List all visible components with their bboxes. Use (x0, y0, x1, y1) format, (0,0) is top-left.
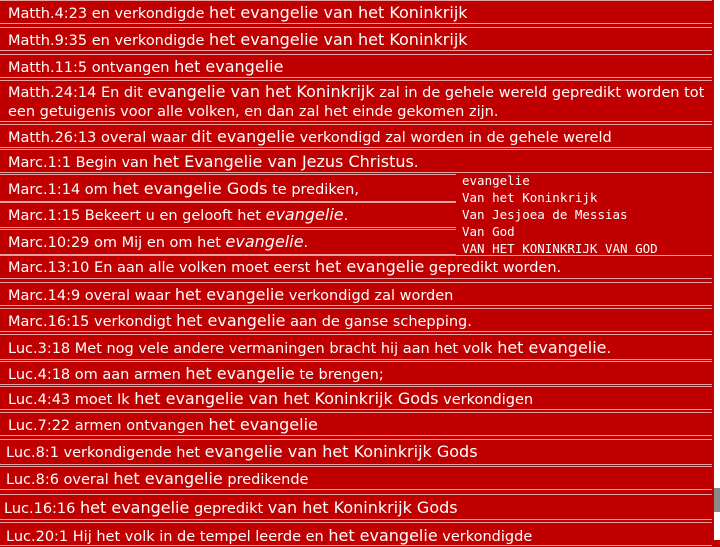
verse-row (0, 466, 712, 490)
right-edge-strip (714, 0, 720, 540)
verse-text: om (80, 182, 113, 198)
verse-ref: Marc.13:10 (8, 260, 90, 276)
verse-row (0, 308, 712, 332)
verse-row (0, 412, 712, 436)
verse-text: . (606, 341, 612, 357)
verse-ref: Luc.8:1 (6, 445, 59, 461)
verse-text: zal in de gehele wereld gepredikt worden tot een getuigenis voor alle volken, en dan zal het einde gekomen zijn. (8, 85, 705, 120)
verse-row (0, 174, 456, 202)
verse-text: . (413, 155, 419, 171)
verse-row (0, 80, 712, 122)
verse-ref: Marc.14:9 (8, 288, 81, 304)
scroll-tab[interactable] (714, 488, 720, 512)
verse-text: om aan armen (70, 367, 186, 383)
verse-highlight: het evangelie (185, 364, 295, 383)
verse-text: verkondigt (89, 314, 177, 330)
verse-text: te prediken, (267, 182, 359, 198)
verse-ref: Marc.1:15 (8, 208, 81, 224)
callout-line: Van het Koninkrijk (462, 190, 598, 205)
verse-row (0, 494, 712, 520)
verse-text: overal (58, 472, 114, 488)
verse-highlight: het evangelie (176, 311, 286, 330)
verse-ref: Matth.4:23 (8, 6, 88, 22)
verse-text: overal waar (80, 288, 175, 304)
verse-highlight: het evangelie (208, 415, 318, 434)
verse-highlight: het evangelie (314, 257, 425, 276)
verse-highlight: het evangelie van het Koninkrijk (209, 30, 468, 49)
callout-line: VAN HET KONINKRIJK VAN GOD (462, 241, 658, 256)
verse-text: moet Ik (70, 392, 135, 408)
verse-text: gepredikt worden. (424, 260, 562, 276)
verse-text: . (303, 235, 309, 251)
verse-ref: Luc.16:16 (4, 501, 76, 517)
verse-row (0, 124, 712, 148)
verse-highlight: evangelie (225, 232, 304, 251)
verse-highlight: evangelie van het Koninkrijk Gods (204, 442, 478, 461)
verse-text: ontvangen (87, 60, 175, 76)
verse-ref: Luc.4:43 (8, 392, 71, 408)
verse-highlight: het evangelie van het Koninkrijk (209, 3, 468, 22)
verse-ref: Marc.1:1 (8, 155, 71, 171)
verse-highlight: dit evangelie (191, 127, 295, 146)
verse-highlight: het evangelie (113, 469, 223, 488)
callout-line: Van God (462, 224, 515, 239)
verse-ref: Marc.16:15 (8, 314, 90, 330)
verse-row (0, 149, 712, 173)
verse-ref: Marc.1:14 (8, 182, 81, 198)
verse-ref: Matth.26:13 (8, 130, 97, 146)
verse-row (0, 361, 712, 385)
verse-text: armen ontvangen (70, 418, 209, 434)
evangelie-callout (462, 172, 658, 257)
verse-highlight: evangelie (265, 205, 344, 224)
verse-ref: Luc.8:6 (6, 472, 59, 488)
verse-row (0, 522, 712, 546)
verse-row (0, 0, 712, 24)
verse-row (0, 27, 712, 51)
verse-text: verkondigende het (58, 445, 205, 461)
verse-text: om Mij en om het (89, 235, 226, 251)
callout-line: evangelie (462, 173, 530, 188)
verse-ref: Matth.11:5 (8, 60, 88, 76)
verse-highlight: het evangelie (174, 57, 284, 76)
verse-text: Bekeert u en gelooft het (80, 208, 266, 224)
verse-text: verkondigd zal worden (284, 288, 454, 304)
verse-row (0, 202, 456, 228)
verse-text: overal waar (96, 130, 192, 146)
verse-row (0, 255, 712, 279)
verse-text: Begin van (70, 155, 153, 171)
verse-text: Met nog vele andere vermaningen bracht hij aan het volk (70, 341, 498, 357)
verse-ref: Marc.10:29 (8, 235, 90, 251)
verse-ref: Matth.9:35 (8, 33, 88, 49)
verse-highlight: het evangelie (497, 338, 607, 357)
verse-text: gepredikt (189, 501, 268, 517)
verse-text: Hij het volk in de tempel leerde en (68, 529, 329, 545)
verse-highlight: evangelie van het Koninkrijk (147, 82, 375, 101)
verse-row (0, 386, 712, 410)
verse-ref: Luc.4:18 (8, 367, 71, 383)
verse-text: verkondigd zal worden in de gehele wereld (294, 130, 612, 146)
verse-text: . (343, 208, 349, 224)
verse-text: En dit (96, 85, 148, 101)
verse-highlight: het evangelie (174, 285, 285, 304)
verse-row (0, 229, 456, 255)
verse-highlight: het evangelie (328, 526, 438, 545)
verse-text: en verkondigde (87, 6, 210, 22)
verse-highlight: van het Koninkrijk Gods (267, 498, 458, 517)
verse-highlight: het Evangelie van Jezus Christus (152, 152, 414, 171)
verse-text: verkondigde (437, 529, 533, 545)
verse-text: aan de ganse schepping. (285, 314, 472, 330)
verse-text: En aan alle volken moet eerst (89, 260, 315, 276)
verse-row (0, 54, 712, 78)
verse-row (0, 282, 712, 306)
verse-ref: Matth.24:14 (8, 85, 97, 101)
verse-text: verkondigen (438, 392, 534, 408)
verse-row (0, 334, 712, 360)
verse-ref: Luc.20:1 (6, 529, 69, 545)
verse-highlight: het evangelie Gods (112, 179, 268, 198)
verse-text: en verkondigde (87, 33, 210, 49)
verse-highlight: het evangelie (80, 498, 190, 517)
verse-highlight: het evangelie van het Koninkrijk Gods (134, 389, 439, 408)
verse-row (0, 439, 712, 465)
verse-text: te brengen; (294, 367, 384, 383)
verse-text: predikende (222, 472, 309, 488)
callout-line: Van Jesjoea de Messias (462, 207, 628, 222)
verse-ref: Luc.7:22 (8, 418, 71, 434)
verse-ref: Luc.3:18 (8, 341, 71, 357)
